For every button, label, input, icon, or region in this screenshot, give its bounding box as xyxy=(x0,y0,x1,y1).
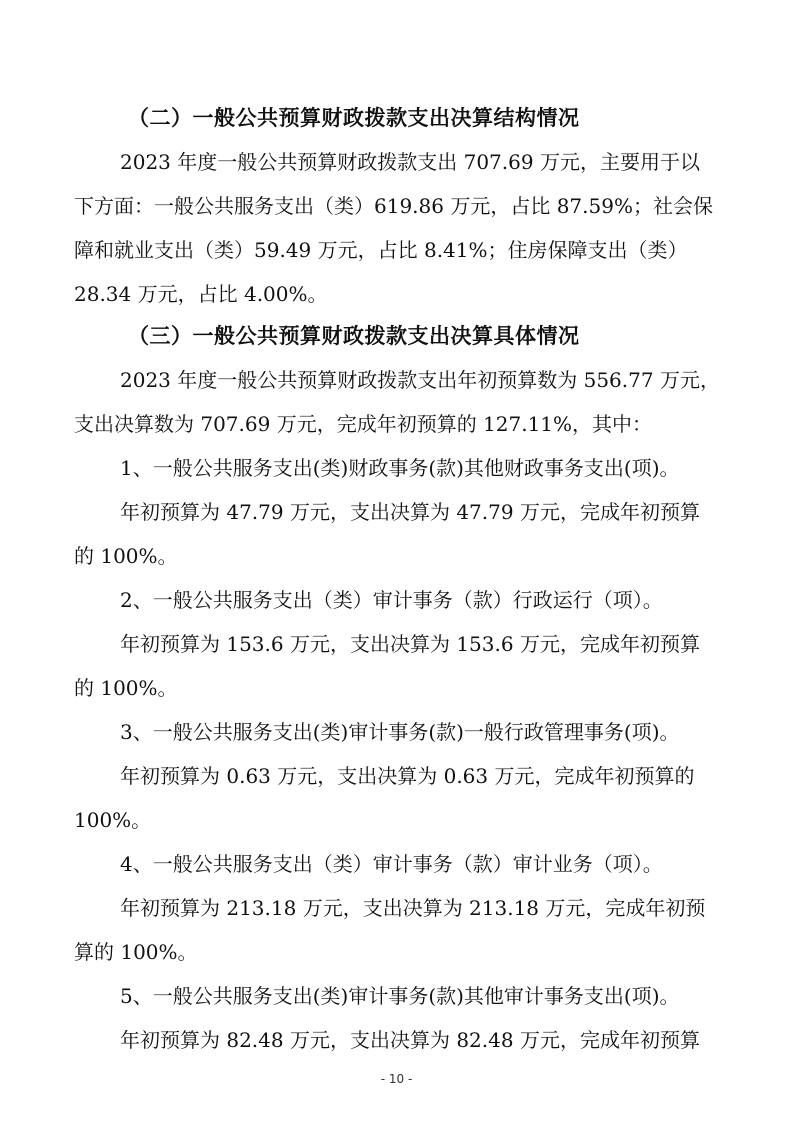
paragraph-line: 算的 100%。 xyxy=(74,940,198,964)
paragraph-line: 的 100%。 xyxy=(74,676,178,700)
list-item-title: 1、一般公共服务支出(类)财政事务(款)其他财政事务支出(项)。 xyxy=(120,456,680,480)
list-item-title: 3、一般公共服务支出(类)审计事务(款)一般行政管理事务(项)。 xyxy=(120,720,680,744)
page-number: - 10 - xyxy=(380,1072,413,1086)
paragraph-line: 28.34 万元，占比 4.00%。 xyxy=(74,282,328,306)
paragraph-line: 的 100%。 xyxy=(74,544,178,568)
paragraph-line: 支出决算数为 707.69 万元，完成年初预算的 127.11%，其中： xyxy=(74,412,653,436)
paragraph-line: 年初预算为 153.6 万元，支出决算为 153.6 万元，完成年初预算 xyxy=(120,632,700,656)
paragraph-line: 2023 年度一般公共预算财政拨款支出 707.69 万元，主要用于以 xyxy=(120,150,700,174)
paragraph-line: 年初预算为 0.63 万元，支出决算为 0.63 万元，完成年初预算的 xyxy=(120,764,695,788)
paragraph-line: 2023 年度一般公共预算财政拨款支出年初预算数为 556.77 万元， xyxy=(120,368,720,392)
list-item-title: 2、一般公共服务支出（类）审计事务（款）行政运行（项）。 xyxy=(120,588,663,612)
paragraph-line: 年初预算为 82.48 万元，支出决算为 82.48 万元，完成年初预算 xyxy=(120,1028,700,1052)
paragraph-line: 障和就业支出（类）59.49 万元，占比 8.41%；住房保障支出（类） xyxy=(74,238,688,262)
section-heading-details: （三）一般公共预算财政拨款支出决算具体情况 xyxy=(128,324,580,348)
list-item-title: 5、一般公共服务支出(类)审计事务(款)其他审计事务支出(项)。 xyxy=(120,984,680,1008)
paragraph-line: 100%。 xyxy=(74,808,152,832)
paragraph-line: 年初预算为 47.79 万元，支出决算为 47.79 万元，完成年初预算 xyxy=(120,500,700,524)
section-heading-structure: （二）一般公共预算财政拨款支出决算结构情况 xyxy=(128,106,580,130)
paragraph-line: 下方面：一般公共服务支出（类）619.86 万元，占比 87.59%；社会保 xyxy=(74,194,713,218)
list-item-title: 4、一般公共服务支出（类）审计事务（款）审计业务（项）。 xyxy=(120,852,663,876)
paragraph-line: 年初预算为 213.18 万元，支出决算为 213.18 万元，完成年初预 xyxy=(120,896,706,920)
